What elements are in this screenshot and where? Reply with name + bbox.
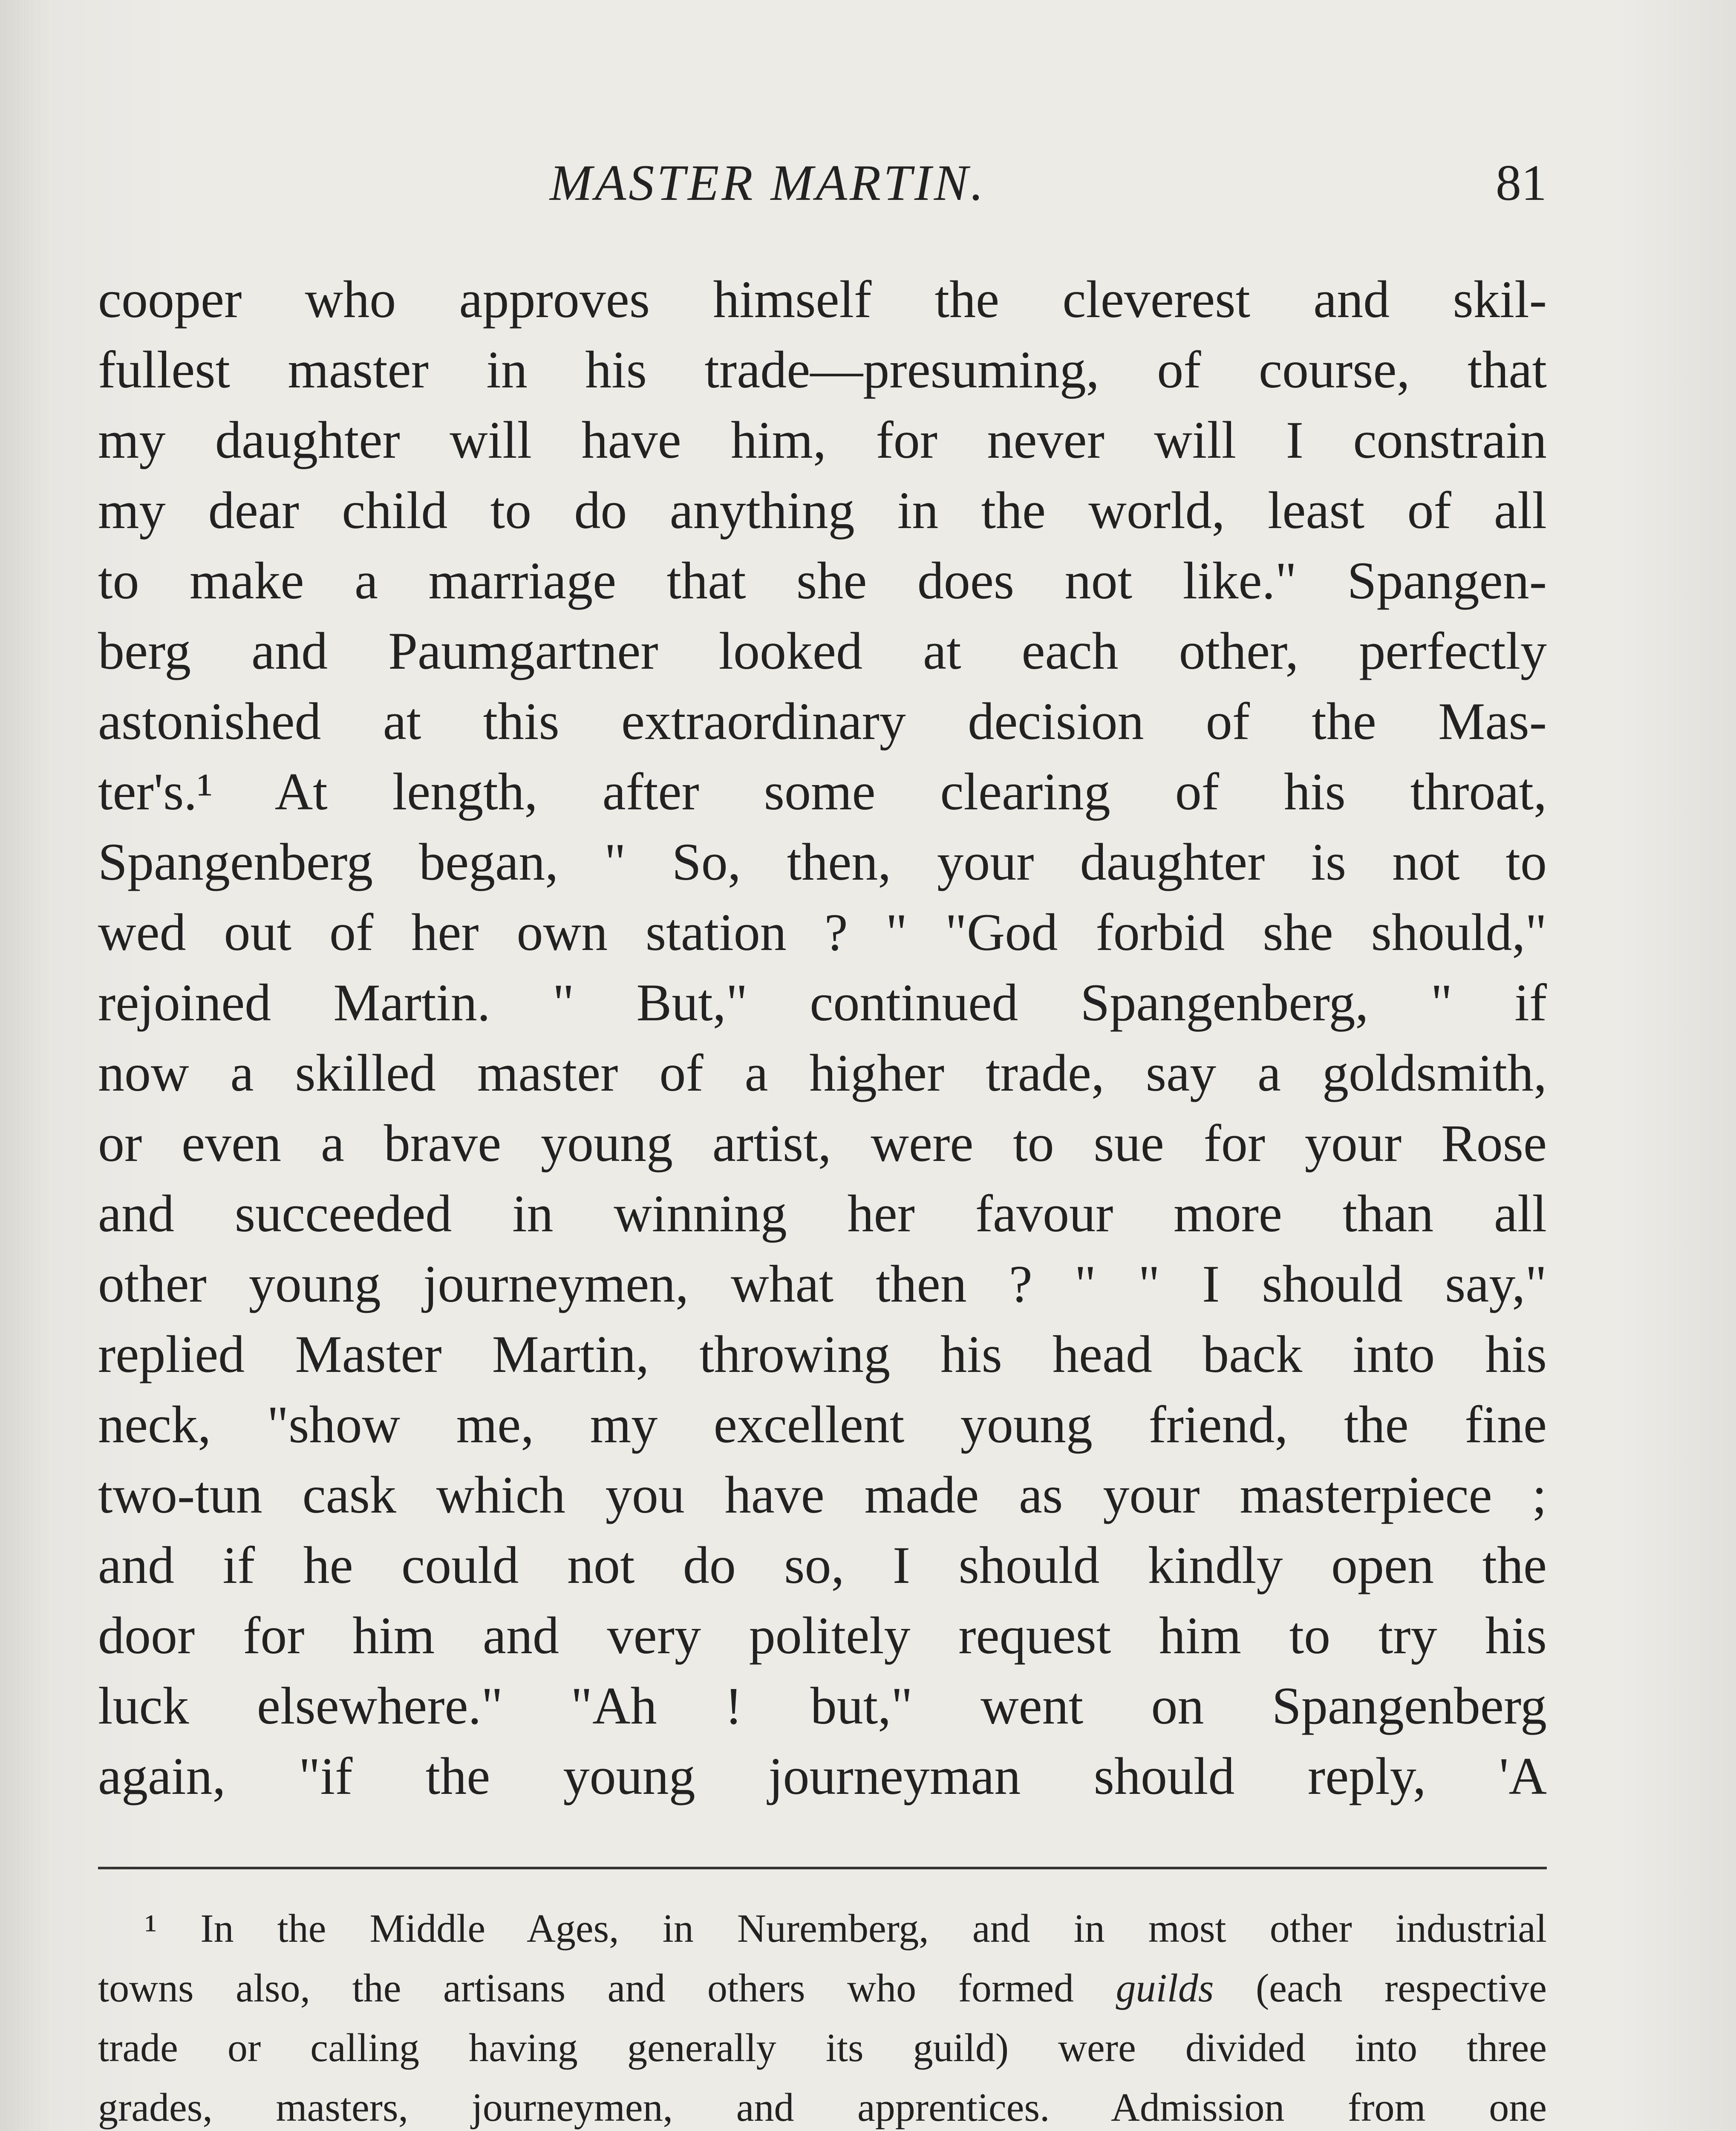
footnote-line-first	[98, 1899, 1547, 1958]
body-line: replied Master Martin, throwing his head back into his	[98, 1325, 1547, 1383]
body-line: two-tun cask which you have made as your masterpiece ;	[98, 1466, 1547, 1524]
body-line: and succeeded in winning her favour more than all	[98, 1184, 1547, 1243]
body-line: rejoined Martin. " But," continued Spangenberg, " if	[98, 973, 1547, 1032]
page-number: 81	[1496, 154, 1547, 211]
body-line: ter's.¹ At length, after some clearing of his throat,	[98, 762, 1547, 821]
emphasized-word: guilds	[1116, 1966, 1214, 2010]
footnote-line: towns also, the artisans and others who formed guilds (each respective	[98, 1966, 1547, 2010]
body-line: door for him and very politely request him to try his	[98, 1606, 1547, 1665]
body-line: neck, "show me, my excellent young friend, the fine	[98, 1395, 1547, 1454]
body-text	[98, 264, 1547, 1811]
body-line: to make a marriage that she does not like." Spangen-	[98, 552, 1547, 610]
page-header	[98, 153, 1547, 239]
footnote-divider	[98, 1867, 1547, 1869]
footnote-marker: ¹	[145, 1906, 157, 1951]
body-line: again, "if the young journeyman should reply, 'A	[98, 1747, 1547, 1805]
body-line: other young journeymen, what then ? " " I should say,"	[98, 1255, 1547, 1313]
body-line: cooper who approves himself the cleverest and skil-	[98, 270, 1547, 329]
body-line: now a skilled master of a higher trade, say a goldsmith,	[98, 1044, 1547, 1102]
body-line: wed out of her own station ? " "God forbid she should,"	[98, 903, 1547, 962]
running-title: MASTER MARTIN.	[550, 154, 986, 211]
body-line: and if he could not do so, I should kindly open the	[98, 1536, 1547, 1594]
footnote-line: In the Middle Ages, in Nuremberg, and in most other industrial	[200, 1906, 1547, 1951]
body-line: or even a brave young artist, were to sue for your Rose	[98, 1114, 1547, 1172]
body-line: luck elsewhere." "Ah ! but," went on Spangenberg	[98, 1677, 1547, 1735]
body-line: fullest master in his trade—presuming, of course, that	[98, 341, 1547, 399]
footnote	[98, 1899, 1547, 2131]
body-line: my daughter will have him, for never will I constrain	[98, 411, 1547, 469]
body-line: Spangenberg began, " So, then, your daughter is not to	[98, 833, 1547, 891]
footnote-line: trade or calling having generally its guild) were divided into three	[98, 2026, 1547, 2070]
footnote-line: grades, masters, journeymen, and apprentices. Admission from one	[98, 2085, 1547, 2130]
body-line: astonished at this extraordinary decision of the Mas-	[98, 692, 1547, 751]
body-line: berg and Paumgartner looked at each other, perfectly	[98, 622, 1547, 680]
body-line: my dear child to do anything in the world, least of all	[98, 481, 1547, 540]
